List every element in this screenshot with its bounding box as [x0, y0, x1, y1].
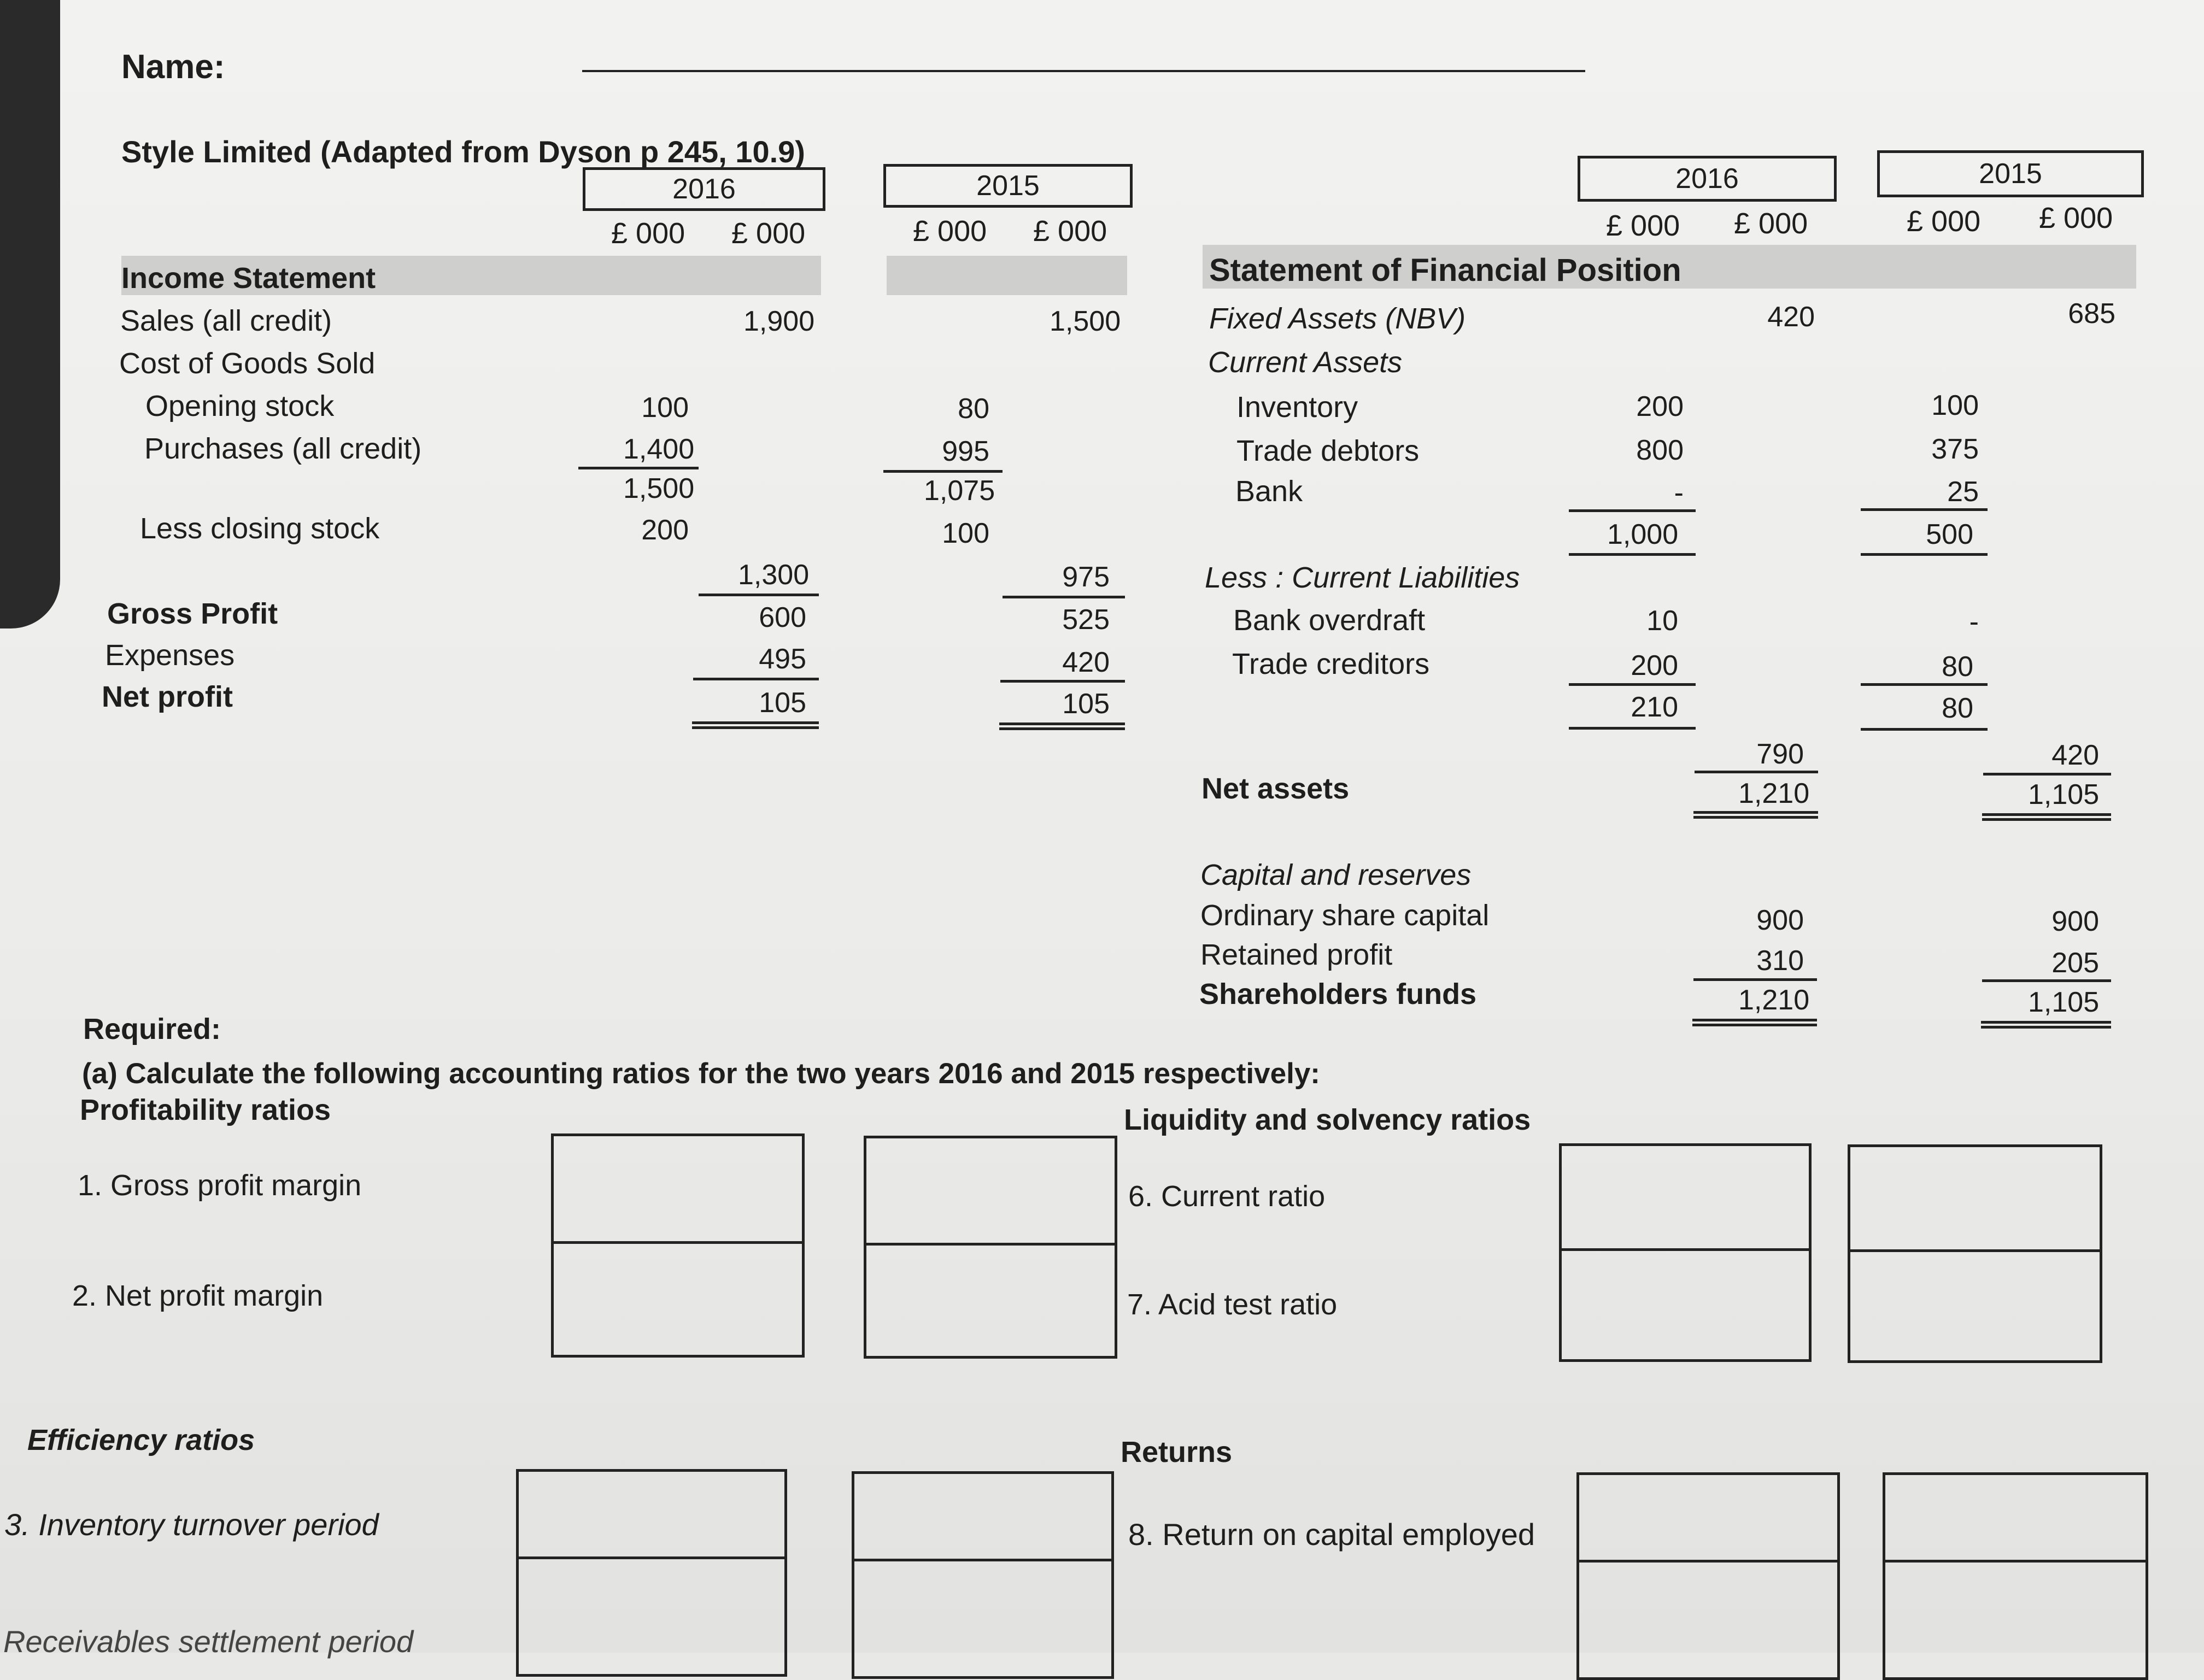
underline — [1693, 978, 1817, 981]
double-underline — [999, 722, 1125, 730]
current-ratio-label: 6. Current ratio — [1128, 1180, 1326, 1213]
current-assets-label: Current Assets — [1208, 346, 1403, 379]
name-line — [582, 70, 1585, 72]
purchases-2015: 995 — [942, 436, 989, 467]
liquidity-heading: Liquidity and solvency ratios — [1124, 1103, 1531, 1136]
year-box-2016-sfp: 2016 — [1578, 156, 1837, 202]
answer-box-2015[interactable] — [852, 1471, 1114, 1679]
underline — [693, 678, 819, 680]
net-profit-2016: 105 — [759, 687, 806, 719]
double-underline — [1692, 1019, 1817, 1026]
opening-stock-2015: 80 — [958, 393, 989, 425]
opening-stock-2016: 100 — [641, 392, 689, 424]
unit-label: £ 000 — [1734, 207, 1808, 240]
share-capital-2015: 900 — [2051, 906, 2099, 937]
underline — [1569, 683, 1696, 686]
net-profit-2015: 105 — [1062, 688, 1110, 720]
bank-overdraft-label: Bank overdraft — [1233, 604, 1426, 637]
net-assets-label: Net assets — [1201, 772, 1350, 805]
unit-label: £ 000 — [731, 217, 806, 250]
shareholders-funds-2016: 1,210 — [1738, 984, 1810, 1016]
double-underline — [1982, 813, 2111, 821]
page-shadow — [0, 0, 60, 628]
share-capital-label: Ordinary share capital — [1200, 899, 1490, 932]
answer-box-2016[interactable] — [1576, 1472, 1840, 1680]
expenses-2015: 420 — [1062, 647, 1110, 678]
answer-box-2016[interactable] — [551, 1133, 805, 1358]
sales-label: Sales (all credit) — [120, 304, 332, 337]
trade-creditors-2016: 200 — [1631, 650, 1678, 682]
unit-label: £ 000 — [611, 217, 685, 250]
share-capital-2016: 900 — [1756, 904, 1804, 936]
underline — [1982, 979, 2111, 982]
name-label: Name: — [121, 48, 225, 86]
underline — [1569, 727, 1696, 730]
double-underline — [1693, 811, 1818, 819]
trade-creditors-label: Trade creditors — [1232, 648, 1430, 680]
inventory-turnover-label: 3. Inventory turnover period — [4, 1507, 379, 1542]
underline — [883, 470, 1003, 473]
trade-debtors-label: Trade debtors — [1236, 434, 1420, 467]
current-assets-total-2015: 500 — [1926, 519, 1973, 550]
current-assets-total-2016: 1,000 — [1607, 519, 1679, 550]
unit-label: £ 000 — [913, 215, 987, 248]
expenses-label: Expenses — [105, 639, 235, 672]
unit-label: £ 000 — [2039, 202, 2113, 234]
gross-profit-margin-label: 1. Gross profit margin — [78, 1169, 362, 1202]
double-underline — [692, 721, 819, 729]
bank-2016: - — [1674, 477, 1684, 509]
bank-2015: 25 — [1947, 476, 1979, 508]
returns-heading: Returns — [1121, 1436, 1233, 1468]
underline — [1861, 728, 1988, 731]
acid-test-ratio-label: 7. Acid test ratio — [1127, 1288, 1338, 1321]
underline — [1000, 680, 1125, 683]
gross-profit-2015: 525 — [1062, 604, 1110, 636]
net-assets-2015: 1,105 — [2028, 779, 2100, 810]
unit-label: £ 000 — [1033, 215, 1107, 248]
fixed-assets-2016: 420 — [1767, 301, 1815, 333]
underline — [1861, 553, 1988, 556]
opening-stock-label: Opening stock — [145, 390, 335, 422]
closing-stock-label: Less closing stock — [140, 512, 380, 545]
answer-box-2015[interactable] — [1883, 1472, 2148, 1680]
worksheet-title: Style Limited (Adapted from Dyson p 245, 10.9) — [121, 134, 805, 169]
year-box-2015-sfp: 2015 — [1877, 150, 2144, 197]
closing-stock-2016: 200 — [641, 514, 689, 546]
retained-profit-2016: 310 — [1756, 945, 1804, 977]
underline — [1695, 771, 1818, 773]
net-current-assets-2015: 420 — [2051, 739, 2099, 771]
gross-profit-2016: 600 — [759, 602, 806, 633]
current-liabilities-total-2015: 80 — [1942, 692, 1973, 724]
unit-label: £ 000 — [1606, 209, 1680, 242]
subtotal-2016: 1,500 — [623, 473, 695, 504]
receivables-period-label: Receivables settlement period — [3, 1624, 414, 1659]
required-heading: Required: — [83, 1013, 221, 1045]
unit-label: £ 000 — [1907, 205, 1981, 238]
sales-2015: 1,500 — [1050, 306, 1121, 337]
inventory-2015: 100 — [1931, 390, 1979, 421]
expenses-2016: 495 — [759, 643, 806, 675]
income-heading-band — [887, 256, 1127, 295]
answer-box-2016[interactable] — [1559, 1143, 1812, 1362]
underline — [1861, 508, 1988, 511]
inventory-2016: 200 — [1636, 391, 1684, 422]
fixed-assets-label: Fixed Assets (NBV) — [1209, 302, 1466, 335]
net-profit-margin-label: 2. Net profit margin — [72, 1279, 324, 1312]
bank-overdraft-2016: 10 — [1646, 605, 1678, 637]
underline — [1569, 509, 1696, 512]
shareholders-funds-2015: 1,105 — [2028, 986, 2100, 1018]
bank-label: Bank — [1235, 475, 1303, 508]
underline — [1983, 773, 2111, 776]
current-liabilities-label: Less : Current Liabilities — [1205, 561, 1520, 594]
bank-overdraft-2015: - — [1969, 606, 1979, 638]
trade-debtors-2015: 375 — [1931, 433, 1979, 465]
answer-box-2015[interactable] — [864, 1136, 1117, 1359]
cogs-2015: 975 — [1062, 561, 1110, 593]
gross-profit-label: Gross Profit — [107, 597, 278, 630]
underline — [699, 594, 819, 596]
net-current-assets-2016: 790 — [1756, 738, 1804, 770]
current-liabilities-total-2016: 210 — [1631, 691, 1678, 723]
subtotal-2015: 1,075 — [924, 475, 995, 507]
inventory-label: Inventory — [1236, 391, 1358, 424]
shareholders-funds-label: Shareholders funds — [1199, 978, 1477, 1011]
net-profit-label: Net profit — [102, 680, 233, 713]
underline — [1861, 683, 1988, 686]
closing-stock-2015: 100 — [942, 518, 989, 549]
underline — [1003, 596, 1125, 598]
required-instruction: (a) Calculate the following accounting ratios for the two years 2016 and 2015 respectively: — [82, 1058, 1320, 1090]
cogs-2016: 1,300 — [738, 559, 810, 591]
double-underline — [1981, 1021, 2111, 1029]
underline — [1569, 553, 1696, 556]
retained-profit-2015: 205 — [2051, 947, 2099, 979]
roce-label: 8. Return on capital employed — [1128, 1517, 1535, 1552]
trade-creditors-2015: 80 — [1942, 651, 1973, 683]
profitability-heading: Profitability ratios — [80, 1094, 331, 1126]
purchases-2016: 1,400 — [623, 433, 695, 465]
answer-box-2016[interactable] — [516, 1469, 787, 1677]
trade-debtors-2016: 800 — [1636, 434, 1684, 466]
answer-box-2015[interactable] — [1848, 1144, 2102, 1363]
retained-profit-label: Retained profit — [1200, 938, 1393, 971]
year-box-2016-income: 2016 — [583, 167, 825, 211]
sales-2016: 1,900 — [743, 306, 815, 337]
capital-reserves-heading: Capital and reserves — [1200, 859, 1472, 891]
efficiency-heading: Efficiency ratios — [27, 1424, 255, 1456]
net-assets-2016: 1,210 — [1738, 778, 1810, 809]
income-statement-heading: Income Statement — [121, 262, 376, 295]
year-box-2015-income: 2015 — [883, 164, 1133, 208]
cogs-label: Cost of Goods Sold — [119, 347, 376, 380]
sfp-heading: Statement of Financial Position — [1209, 252, 1681, 288]
purchases-label: Purchases (all credit) — [144, 432, 422, 465]
underline — [578, 467, 699, 469]
fixed-assets-2015: 685 — [2068, 298, 2115, 330]
